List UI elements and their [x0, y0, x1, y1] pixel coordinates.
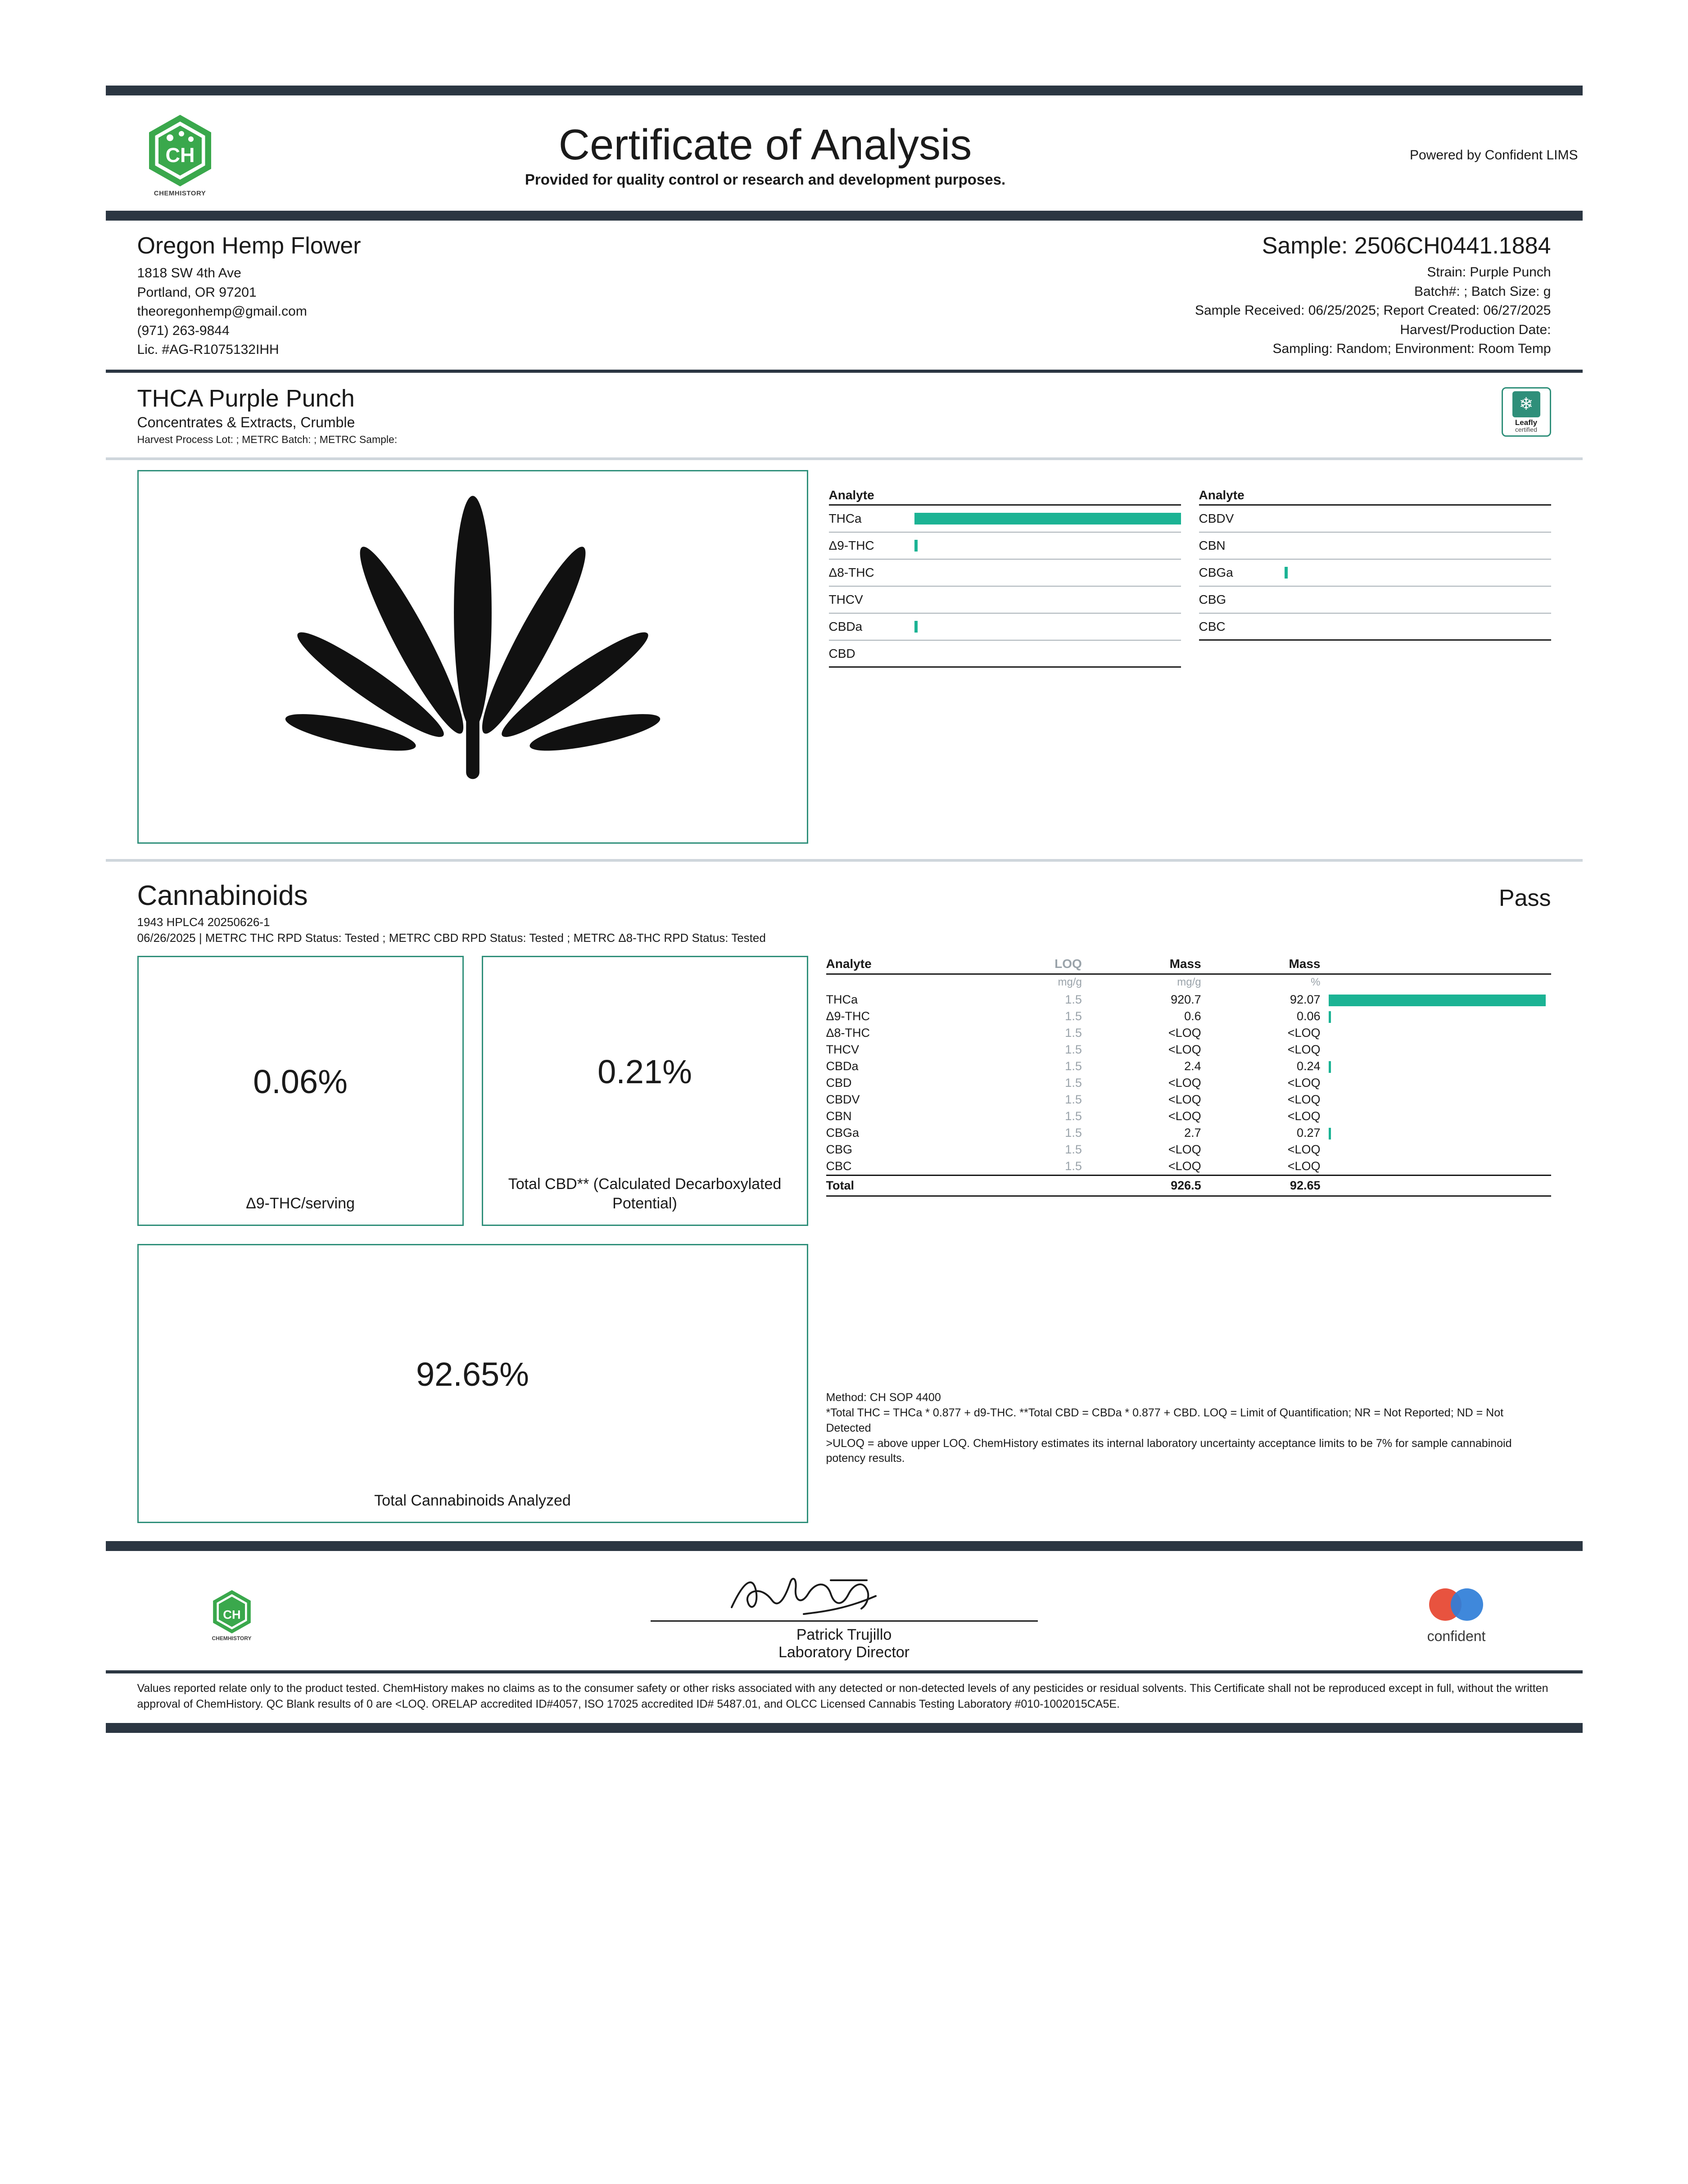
- table-units-row: [826, 974, 1551, 992]
- client-license: Lic. #AG-R1075132IHH: [137, 342, 279, 357]
- legend-row: [829, 587, 1181, 614]
- cannabis-leaf-icon: [207, 490, 738, 823]
- cell-analyte: Total: [826, 1176, 985, 1196]
- metric-total-cbd: [482, 956, 808, 1226]
- cell-bar: [1326, 1025, 1551, 1041]
- legend-bar-area: [1285, 621, 1551, 633]
- signature-line: [651, 1620, 1038, 1622]
- signer-role: Laboratory Director: [778, 1644, 910, 1661]
- sample-sampling: Sampling: Random; Environment: Room Temp: [1272, 341, 1551, 357]
- sample-harvest-date: Harvest/Production Date:: [1400, 322, 1551, 337]
- cell-loq: 1.5: [1065, 1126, 1082, 1140]
- logo-caption: CHEMHISTORY: [154, 190, 206, 197]
- legend-bar-area: [1285, 594, 1551, 606]
- legend-bar: [1285, 567, 1288, 579]
- bottom-rule: [106, 1723, 1583, 1733]
- disclaimer-rule: [106, 1670, 1583, 1673]
- metric-value: 0.06%: [253, 1063, 348, 1100]
- legend-bar-area: [914, 540, 1181, 552]
- cell-mass-pct: 0.27: [1296, 1126, 1321, 1140]
- document-sheet: [106, 0, 1583, 1764]
- cell-analyte: Δ9-THC: [826, 1009, 870, 1023]
- cell-mass-pct: <LOQ: [1287, 1026, 1321, 1040]
- product-text: [137, 384, 1502, 446]
- cell-mass-mgg: <LOQ: [1168, 1093, 1201, 1107]
- table-row: [826, 1158, 1551, 1176]
- legend-bar-area: [914, 594, 1181, 606]
- cell-mass-pct: 92.65: [1207, 1176, 1326, 1196]
- table-row: [826, 1125, 1551, 1141]
- results-row: [106, 946, 1583, 1523]
- cell-analyte: CBG: [826, 1143, 853, 1157]
- status-badge: Pass: [1498, 885, 1551, 912]
- legend-row: [829, 560, 1181, 587]
- cell-analyte: THCV: [826, 1043, 859, 1057]
- legend-analyte-name: Δ8-THC: [828, 565, 874, 580]
- sample-image-and-legend: [106, 460, 1583, 844]
- cell-mass-pct: <LOQ: [1287, 1143, 1321, 1157]
- table-row: [826, 1075, 1551, 1091]
- client-info: [106, 232, 808, 360]
- cell-loq: 1.5: [1065, 1043, 1082, 1057]
- legend-header-label: Analyte: [1199, 488, 1245, 502]
- signer-name: Patrick Trujillo: [796, 1626, 892, 1644]
- col-mass-pct: Mass: [1207, 956, 1326, 974]
- value-bar: [1329, 1011, 1331, 1023]
- legend-row: [829, 614, 1181, 641]
- unit-cell: [826, 974, 985, 992]
- cell-bar: [1326, 1176, 1551, 1196]
- col-analyte: Analyte: [826, 956, 985, 974]
- hexagon-logo-icon: [211, 1589, 253, 1634]
- cell-mass-mgg: <LOQ: [1168, 1143, 1201, 1157]
- client-email: theoregonhemp@gmail.com: [137, 304, 307, 319]
- chemhistory-logo: [106, 113, 254, 197]
- product-name: THCA Purple Punch: [137, 384, 355, 412]
- cell-bar: [1326, 1075, 1551, 1091]
- cell-analyte: CBN: [826, 1109, 852, 1123]
- analyte-legend-right: [1199, 488, 1551, 844]
- cell-analyte: Δ8-THC: [826, 1026, 870, 1040]
- cell-mass-mgg: <LOQ: [1168, 1076, 1201, 1090]
- table-row: [826, 1141, 1551, 1158]
- legend-bar-area: [1285, 513, 1551, 525]
- metric-value: 0.21%: [597, 1053, 692, 1091]
- cell-mass-pct: 0.06: [1296, 1009, 1321, 1023]
- cell-loq: 1.5: [1065, 993, 1082, 1007]
- cell-mass-mgg: <LOQ: [1168, 1159, 1201, 1173]
- table-row: [826, 1025, 1551, 1041]
- legend-row: [1199, 587, 1551, 614]
- footer-chemhistory-logo: [137, 1589, 326, 1641]
- signature-image: [718, 1569, 970, 1619]
- svg-text:CH: CH: [165, 144, 195, 167]
- cell-mass-pct: <LOQ: [1287, 1093, 1321, 1107]
- legend-bar-area: [1285, 540, 1551, 552]
- cell-analyte: CBDa: [826, 1059, 859, 1073]
- cell-analyte: CBGa: [826, 1126, 860, 1140]
- product-lot: Harvest Process Lot: ; METRC Batch: ; METRC Sample:: [137, 434, 398, 446]
- metric-thc-serving: [137, 956, 464, 1226]
- sample-photo: [137, 470, 808, 844]
- legend-row: [1199, 614, 1551, 641]
- page-title: Certificate of Analysis: [558, 120, 972, 169]
- footer-rule: [106, 1541, 1583, 1551]
- cell-bar: [1326, 1108, 1551, 1125]
- legend-bar: [914, 513, 1181, 525]
- cell-bar: [1326, 1008, 1551, 1025]
- cell-loq: [985, 1176, 1087, 1196]
- legend-analyte-name: CBG: [1199, 592, 1226, 607]
- leafly-badge-line2: certified: [1515, 426, 1538, 434]
- client-sample-block: [106, 221, 1583, 370]
- col-bar: [1326, 956, 1551, 974]
- value-bar: [1329, 995, 1546, 1006]
- sample-id: Sample: 2506CH0441.1884: [1262, 233, 1551, 259]
- metric-total-cannabinoids: [137, 1244, 808, 1523]
- signature-block: [326, 1569, 1362, 1661]
- cannabinoid-results-table: [826, 956, 1551, 1523]
- page-subtitle: Provided for quality control or research and development purposes.: [525, 171, 1006, 188]
- legend-header-label: Analyte: [828, 488, 874, 502]
- table-row: [826, 1008, 1551, 1025]
- client-address-1: 1818 SW 4th Ave: [137, 266, 241, 280]
- legend-bar-area: [914, 648, 1181, 660]
- cell-mass-mgg: <LOQ: [1168, 1026, 1201, 1040]
- cell-loq: 1.5: [1065, 1009, 1082, 1023]
- legend-row: [1199, 533, 1551, 560]
- cell-mass-mgg: <LOQ: [1168, 1109, 1201, 1123]
- svg-text:CH: CH: [222, 1607, 241, 1622]
- metric-label: Total CBD** (Calculated Decarboxylated Potential): [508, 1176, 782, 1212]
- legend-analyte-name: CBDa: [828, 619, 863, 634]
- cell-bar: [1326, 1141, 1551, 1158]
- legend-row: [829, 506, 1181, 533]
- method-note: [826, 1390, 1551, 1466]
- method-note-line: >ULOQ = above upper LOQ. ChemHistory estimates its internal laboratory uncertainty acceptance limits to be 7% for sample cannabinoid potency results.: [826, 1437, 1512, 1465]
- cell-mass-mgg: <LOQ: [1168, 1043, 1201, 1057]
- cell-mass-pct: 0.24: [1296, 1059, 1321, 1073]
- legend-bar-area: [1285, 567, 1551, 579]
- metric-boxes: [137, 956, 808, 1523]
- legend-analyte-name: CBD: [828, 646, 855, 660]
- legend-bar-area: [914, 567, 1181, 579]
- table-header-row: [826, 956, 1551, 974]
- legend-header-left: [829, 488, 1181, 506]
- value-bar: [1329, 1061, 1331, 1073]
- hexagon-logo-icon: [146, 113, 214, 188]
- cannabinoids-header: [106, 862, 1583, 912]
- unit-cell: %: [1311, 976, 1321, 989]
- cell-mass-pct: <LOQ: [1287, 1043, 1321, 1057]
- table-row: [826, 1108, 1551, 1125]
- results-table: [826, 956, 1551, 1197]
- unit-cell: mg/g: [1058, 976, 1082, 989]
- legend-bar: [914, 540, 918, 552]
- cell-bar: [1326, 991, 1551, 1008]
- product-block: [106, 373, 1583, 453]
- disclaimer-text: Values reported relate only to the product tested. ChemHistory makes no claims as to the consumer safety or other risks associated with any detected or non-detected levels of any pesticides or residual solvents. This Certificate shall not be reproduced except in full, without the written approval of ChemHistory. QC Blank results of 0 are <LOQ. ORELAP accredited ID#4057, ISO 17025 accredited ID# 5487.01, and OLCC Licensed Cannabis Testing Laboratory #010-1002015CA5E.: [137, 1682, 1548, 1711]
- confident-circles-icon: [1423, 1586, 1490, 1626]
- leafly-certified-badge: [1502, 387, 1551, 437]
- legend-analyte-name: CBGa: [1199, 565, 1233, 580]
- cell-mass-pct: <LOQ: [1287, 1159, 1321, 1173]
- cell-mass-mgg: 2.7: [1184, 1126, 1201, 1140]
- cell-bar: [1326, 1058, 1551, 1075]
- table-row: [826, 1091, 1551, 1108]
- client-address-2: Portland, OR 97201: [137, 285, 257, 300]
- metric-value: 92.65%: [416, 1355, 529, 1393]
- cell-loq: 1.5: [1065, 1109, 1082, 1123]
- legend-analyte-name: CBC: [1199, 619, 1226, 633]
- cell-analyte: CBC: [826, 1159, 852, 1173]
- confident-logo: [1362, 1586, 1551, 1645]
- cell-bar: [1326, 1041, 1551, 1058]
- cell-loq: 1.5: [1065, 1143, 1082, 1157]
- legend-bar-area: [914, 621, 1181, 633]
- document-header: [106, 95, 1583, 211]
- table-row: [826, 1041, 1551, 1058]
- sample-batch: Batch#: ; Batch Size: g: [1414, 284, 1551, 299]
- cell-mass-mgg: 926.5: [1087, 1176, 1207, 1196]
- document-footer: [106, 1551, 1583, 1670]
- meta-line-1: 1943 HPLC4 20250626-1: [137, 915, 270, 929]
- meta-line-2: 06/26/2025 | METRC THC RPD Status: Tested ; METRC CBD RPD Status: Tested ; METRC Δ8-THC RPD Status: Tested: [137, 931, 766, 945]
- cell-loq: 1.5: [1065, 1076, 1082, 1090]
- cell-mass-mgg: 2.4: [1184, 1059, 1201, 1073]
- legend-header-right: [1199, 488, 1551, 506]
- leafly-badge-line1: Leafly: [1515, 418, 1538, 427]
- cell-loq: 1.5: [1065, 1159, 1082, 1173]
- cell-mass-pct: <LOQ: [1287, 1076, 1321, 1090]
- cell-analyte: THCa: [826, 993, 858, 1007]
- analyte-legend-left: [829, 488, 1181, 844]
- product-type: Concentrates & Extracts, Crumble: [137, 414, 355, 431]
- col-loq: LOQ: [985, 956, 1087, 974]
- sample-strain: Strain: Purple Punch: [1427, 265, 1551, 280]
- footer-logo-caption: CHEMHISTORY: [212, 1635, 252, 1641]
- top-rule: [106, 86, 1583, 95]
- legend-analyte-name: CBN: [1199, 538, 1226, 553]
- metric-label: Δ9-THC/serving: [246, 1194, 355, 1212]
- section-title: Cannabinoids: [137, 880, 308, 912]
- cell-mass-pct: <LOQ: [1287, 1109, 1321, 1123]
- powered-by-label: Powered by Confident LIMS: [1409, 148, 1578, 163]
- cell-bar: [1326, 1158, 1551, 1176]
- cell-analyte: CBDV: [826, 1093, 860, 1107]
- leafly-flower-icon: ❄: [1512, 391, 1540, 417]
- cell-loq: 1.5: [1065, 1026, 1082, 1040]
- sample-dates: Sample Received: 06/25/2025; Report Created: 06/27/2025: [1195, 303, 1551, 318]
- cell-loq: 1.5: [1065, 1093, 1082, 1107]
- cell-analyte: CBD: [826, 1076, 852, 1090]
- sample-info: [808, 232, 1583, 360]
- legend-analyte-name: Δ9-THC: [828, 538, 874, 553]
- legend-analyte-name: CBDV: [1199, 511, 1234, 526]
- table-row: [826, 1058, 1551, 1075]
- cell-bar: [1326, 1091, 1551, 1108]
- client-phone: (971) 263-9844: [137, 323, 230, 338]
- legend-bar: [914, 621, 918, 633]
- legend-bar-area: [914, 513, 1181, 525]
- legend-analyte-name: THCa: [828, 511, 862, 526]
- legend-analyte-name: THCV: [828, 592, 863, 607]
- method-note-line: *Total THC = THCa * 0.877 + d9-THC. **Total CBD = CBDa * 0.877 + CBD. LOQ = Limit of Quantification; NR = Not Reported; ND = Not Detected: [826, 1406, 1504, 1434]
- legend-row: [829, 533, 1181, 560]
- cell-mass-mgg: 920.7: [1171, 993, 1201, 1007]
- cell-mass-mgg: 0.6: [1184, 1009, 1201, 1023]
- header-titles: [254, 122, 1276, 189]
- legend-row: [829, 641, 1181, 668]
- value-bar: [1329, 1128, 1331, 1139]
- cannabinoids-meta: [106, 912, 1583, 946]
- metric-box-pair: [137, 956, 808, 1226]
- client-rule: [106, 370, 1583, 373]
- client-name: Oregon Hemp Flower: [137, 233, 361, 259]
- table-total-row: [826, 1176, 1551, 1196]
- unit-cell: mg/g: [1177, 976, 1201, 989]
- legend-row: [1199, 560, 1551, 587]
- metric-label: Total Cannabinoids Analyzed: [374, 1492, 571, 1509]
- table-row: [826, 991, 1551, 1008]
- header-rule: [106, 211, 1583, 221]
- method-note-line: Method: CH SOP 4400: [826, 1391, 941, 1404]
- cell-mass-pct: 92.07: [1290, 993, 1321, 1007]
- cell-loq: 1.5: [1065, 1059, 1082, 1073]
- confident-label: confident: [1427, 1628, 1486, 1645]
- cell-bar: [1326, 1125, 1551, 1141]
- unit-cell: [1326, 974, 1551, 992]
- legend-row: [1199, 506, 1551, 533]
- col-mass-mgg: Mass: [1087, 956, 1207, 974]
- analyte-legend: [829, 470, 1551, 844]
